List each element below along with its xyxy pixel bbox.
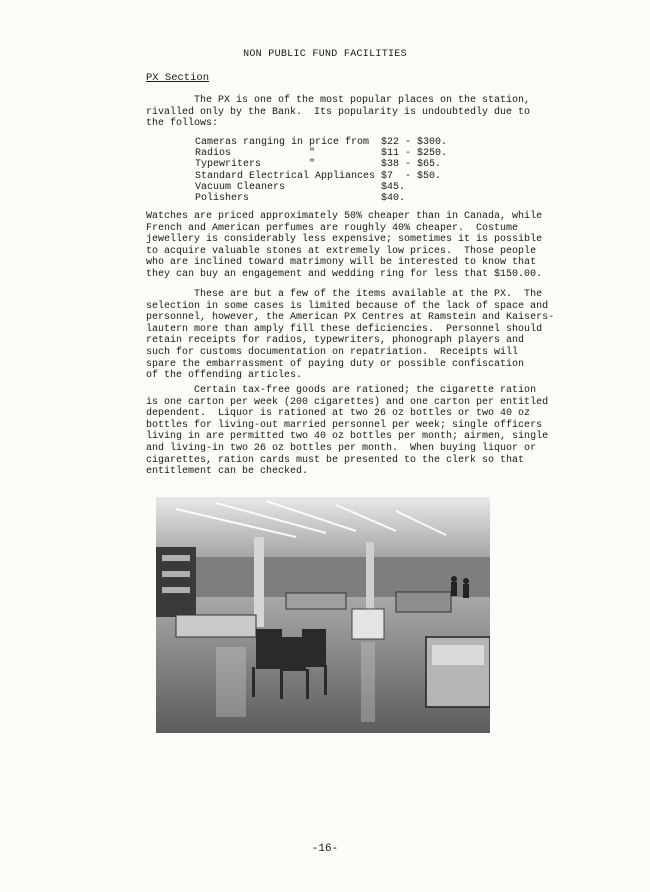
price-item-price: $45.: [381, 181, 406, 193]
price-list: [195, 137, 447, 204]
price-item-name: Polishers: [195, 193, 250, 205]
price-list-row: [195, 137, 447, 148]
price-list-row: [195, 171, 447, 182]
price-item-name: Cameras ranging in price from: [195, 137, 370, 148]
display-counter: [176, 615, 256, 637]
price-list-row: [195, 148, 447, 159]
price-item-price: $11 - $250.: [381, 148, 448, 160]
price-item-ditto: ": [309, 159, 316, 171]
price-item-price: $40.: [381, 193, 406, 205]
display-counter: [396, 592, 451, 612]
section-title: PX Section: [146, 72, 210, 84]
price-item-ditto: [309, 193, 315, 204]
display-case: [352, 609, 384, 639]
px-store-photo: [156, 497, 490, 733]
column: [254, 537, 264, 627]
page-heading: NON PUBLIC FUND FACILITIES: [243, 49, 407, 60]
price-item-name: Radios: [195, 148, 232, 160]
items-availability-paragraph: These are but a few of the items available at the PX. The selection in some cases is limited because of the lack of space and personnel, however, the American PX Centres at Ramstein and Kaisers- lautern more than amply fill these deficiencies. Personnel should retain receipts for radios, typewriters, phonograph players and such for customs documentation on repatriation. Receipts will spare the embarrassment of paying duty or possible confiscation of the offending articles.: [146, 289, 555, 382]
price-item-ditto: [309, 182, 315, 193]
intro-paragraph: The PX is one of the most popular places on the station, rivalled only by the Bank. Its popularity is undoubtedly due to the follows:: [146, 95, 531, 130]
px-store-photo-graphic: [156, 497, 490, 733]
column: [366, 542, 374, 617]
display-counter: [286, 593, 346, 609]
price-item-price: $38 - $65.: [381, 159, 442, 171]
price-list-row: [195, 182, 447, 193]
watches-paragraph: Watches are priced approximately 50% cheaper than in Canada, while French and American perfumes are roughly 40% cheaper. Costume jewellery is considerably less expensive; sometimes it is possible to acquire valuable stones at extremely low prices. Those people who are inclined toward matrimony will be interested to know that they can buy an engagement and wedding ring for less that $150.00.: [146, 211, 543, 280]
price-item-price: $22 - $300.: [381, 137, 448, 148]
price-item-ditto: [309, 171, 315, 182]
price-list-row: [195, 193, 447, 204]
price-list-row: [195, 159, 447, 170]
page-number: -16-: [311, 843, 339, 855]
price-item-name: Vacuum Cleaners: [195, 181, 286, 193]
price-item-ditto: ": [309, 148, 316, 160]
price-item-price: $7 - $50.: [381, 170, 442, 182]
ration-paragraph: Certain tax-free goods are rationed; the cigarette ration is one carton per week (200 cigarettes) and one carton per entitled dependent. Liquor is rationed at two 26 oz bottles or two 40 oz bottles for living-out married personnel per week; single officers living in are permitted two 40 oz bottles per month; airmen, single and living-in two 26 oz bottles per month. When buying liquor or cigarettes, ration cards must be presented to the clerk so that entitlement can be checked.: [146, 385, 549, 478]
price-item-name: Typewriters: [195, 159, 262, 171]
price-item-name: Standard Electrical Appliances: [195, 170, 376, 182]
price-item-ditto: [309, 137, 315, 148]
